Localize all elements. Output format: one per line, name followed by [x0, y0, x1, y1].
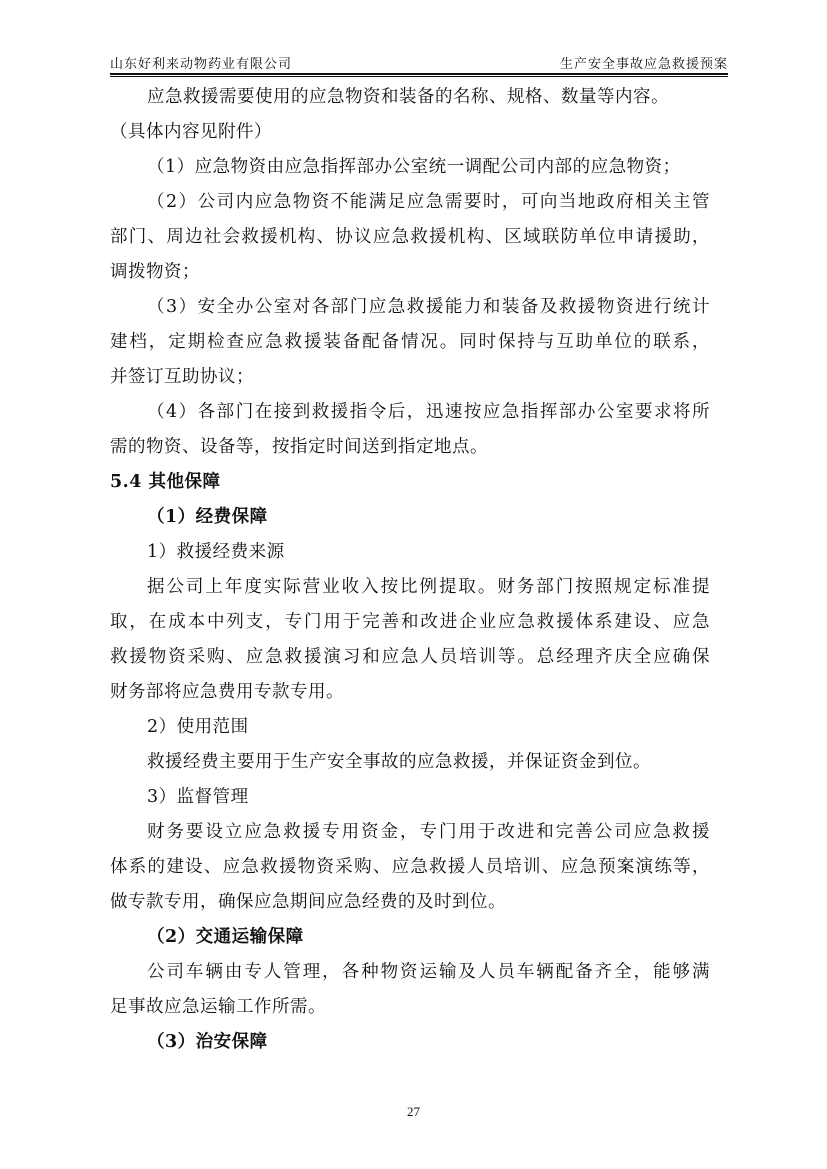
body-line: 建档，定期检查应急救援装备配备情况。同时保持与互助单位的联系，	[110, 332, 710, 352]
body-line: 体系的建设、应急救援物资采购、应急救援人员培训、应急预案演练等，	[110, 857, 710, 877]
body-line: 并签订互助协议；	[110, 367, 254, 387]
body-line: 财务要设立应急救援专用资金，专门用于改进和完善公司应急救援	[147, 822, 710, 842]
body-line: 需的物资、设备等，按指定时间送到指定地点。	[110, 437, 488, 457]
page-number: 27	[407, 1104, 420, 1119]
body-line: 救援物资采购、应急救援演习和应急人员培训等。总经理齐庆全应确保	[110, 647, 710, 667]
body-line: 财务部将应急费用专款专用。	[110, 682, 344, 702]
body-line: （4）各部门在接到救援指令后，迅速按应急指挥部办公室要求将所	[147, 402, 710, 422]
body-line: 据公司上年度实际营业收入按比例提取。财务部门按照规定标准提	[147, 577, 710, 597]
page-header	[110, 52, 728, 72]
subsection-heading: （2）交通运输保障	[147, 927, 304, 947]
body-line: 公司车辆由专人管理，各种物资运输及人员车辆配备齐全，能够满	[147, 962, 710, 982]
section-heading: 5.4 其他保障	[110, 472, 221, 492]
body-line: （3）安全办公室对各部门应急救援能力和装备及救援物资进行统计	[147, 297, 710, 317]
header-company-name: 山东好利来动物药业有限公司	[110, 57, 293, 72]
item-heading: 3）监督管理	[147, 787, 249, 807]
body-line: 部门、周边社会救援机构、协议应急救援机构、区域联防单位申请援助，	[110, 227, 710, 247]
subsection-heading: （1）经费保障	[147, 507, 268, 527]
body-line: 应急救援需要使用的应急物资和装备的名称、规格、数量等内容。	[147, 87, 669, 107]
header-rule-thin	[110, 76, 728, 77]
header-document-title: 生产安全事故应急救援预案	[559, 57, 728, 72]
subsection-heading: （3）治安保障	[147, 1032, 268, 1052]
body-line: 取，在成本中列支，专门用于完善和改进企业应急救援体系建设、应急	[110, 612, 710, 632]
item-heading: 1）救援经费来源	[147, 542, 285, 562]
body-line: （具体内容见附件）	[110, 122, 272, 142]
body-line: 调拨物资；	[110, 262, 200, 282]
body-line: （1）应急物资由应急指挥部办公室统一调配公司内部的应急物资；	[147, 157, 681, 177]
body-line: （2）公司内应急物资不能满足应急需要时，可向当地政府相关主管	[147, 192, 710, 212]
document-body	[110, 80, 710, 1060]
body-line: 做专款专用，确保应急期间应急经费的及时到位。	[110, 892, 506, 912]
body-line: 救援经费主要用于生产安全事故的应急救援，并保证资金到位。	[147, 752, 651, 772]
item-heading: 2）使用范围	[147, 717, 249, 737]
body-line: 足事故应急运输工作所需。	[110, 997, 326, 1017]
header-rule-thick	[110, 73, 728, 75]
